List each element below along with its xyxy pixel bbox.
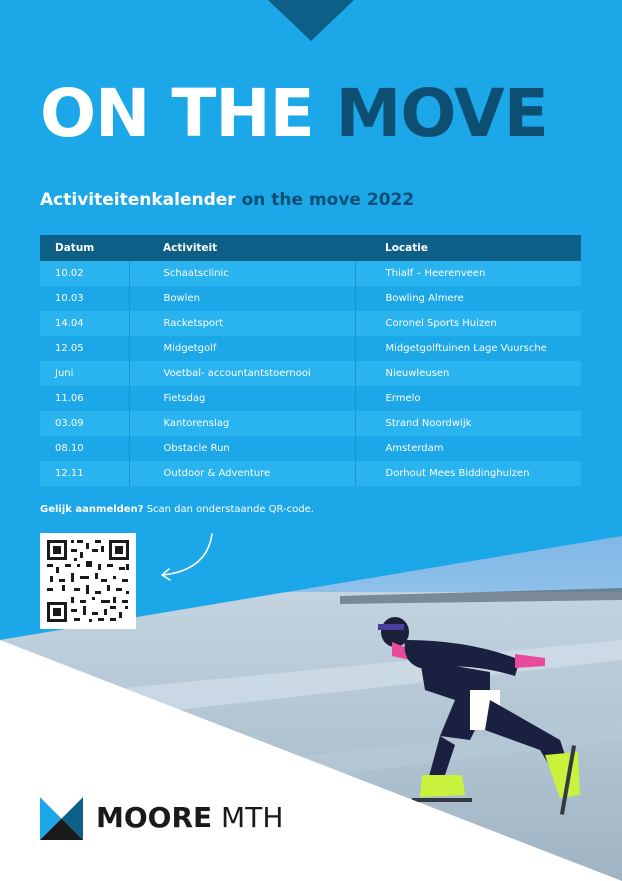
hero-title-part2: MOVE (335, 75, 548, 152)
table-row (40, 411, 581, 436)
signup-instruction (40, 504, 314, 515)
table-row (40, 311, 581, 336)
table-row (40, 286, 581, 311)
activity-calendar-table (40, 235, 581, 486)
signup-rest: Scan dan onderstaande QR-code. (143, 504, 314, 515)
cell-date: Juni (40, 361, 129, 386)
cell-date: 08.10 (40, 436, 129, 461)
table-row (40, 361, 581, 386)
cell-activity: Midgetgolf (129, 336, 355, 361)
cell-date: 14.04 (40, 311, 129, 336)
qr-code-icon[interactable] (40, 533, 136, 629)
table-row (40, 261, 581, 286)
cell-activity: Obstacle Run (129, 436, 355, 461)
cell-location: Bowling Almere (355, 286, 581, 311)
subtitle-part1: Activiteitenkalender (40, 190, 242, 210)
cell-activity: Kantorenslag (129, 411, 355, 436)
table-row (40, 436, 581, 461)
cell-date: 12.05 (40, 336, 129, 361)
signup-bold: Gelijk aanmelden? (40, 504, 144, 515)
header-locatie: Locatie (355, 235, 581, 261)
cell-location: Amsterdam (355, 436, 581, 461)
cell-activity: Fietsdag (129, 386, 355, 411)
cell-activity: Voetbal- accountantstoernooi (129, 361, 355, 386)
cell-activity: Schaatsclinic (129, 261, 355, 286)
cell-location: Ermelo (355, 386, 581, 411)
header-activiteit: Activiteit (129, 235, 355, 261)
cell-activity: Racketsport (129, 311, 355, 336)
table-row (40, 386, 581, 411)
cell-date: 11.06 (40, 386, 129, 411)
cell-activity: Outdoor & Adventure (129, 461, 355, 486)
cell-location: Midgetgolftuinen Lage Vuursche (355, 336, 581, 361)
cell-date: 03.09 (40, 411, 129, 436)
curved-arrow-icon (155, 530, 217, 582)
hero-title-part1: ON THE (40, 75, 336, 152)
header-datum: Datum (40, 235, 129, 261)
calendar-subtitle (40, 190, 414, 210)
brand-light: MTH (212, 801, 284, 834)
cell-date: 12.11 (40, 461, 129, 486)
hero-title (40, 74, 548, 154)
subtitle-part2: on the move 2022 (241, 190, 415, 210)
cell-location: Coronel Sports Huizen (355, 311, 581, 336)
table-row (40, 336, 581, 361)
table-row (40, 461, 581, 486)
moore-mth-wordmark (96, 800, 283, 836)
moore-logo-icon (40, 797, 83, 840)
table-header-row (40, 235, 581, 261)
cell-location: Thialf – Heerenveen (355, 261, 581, 286)
brand-bold: MOORE (96, 801, 213, 834)
cell-location: Dorhout Mees Biddinghuizen (355, 461, 581, 486)
cell-activity: Bowlen (129, 286, 355, 311)
cell-date: 10.03 (40, 286, 129, 311)
cell-location: Strand Noordwijk (355, 411, 581, 436)
cell-location: Nieuwleusen (355, 361, 581, 386)
cell-date: 10.02 (40, 261, 129, 286)
